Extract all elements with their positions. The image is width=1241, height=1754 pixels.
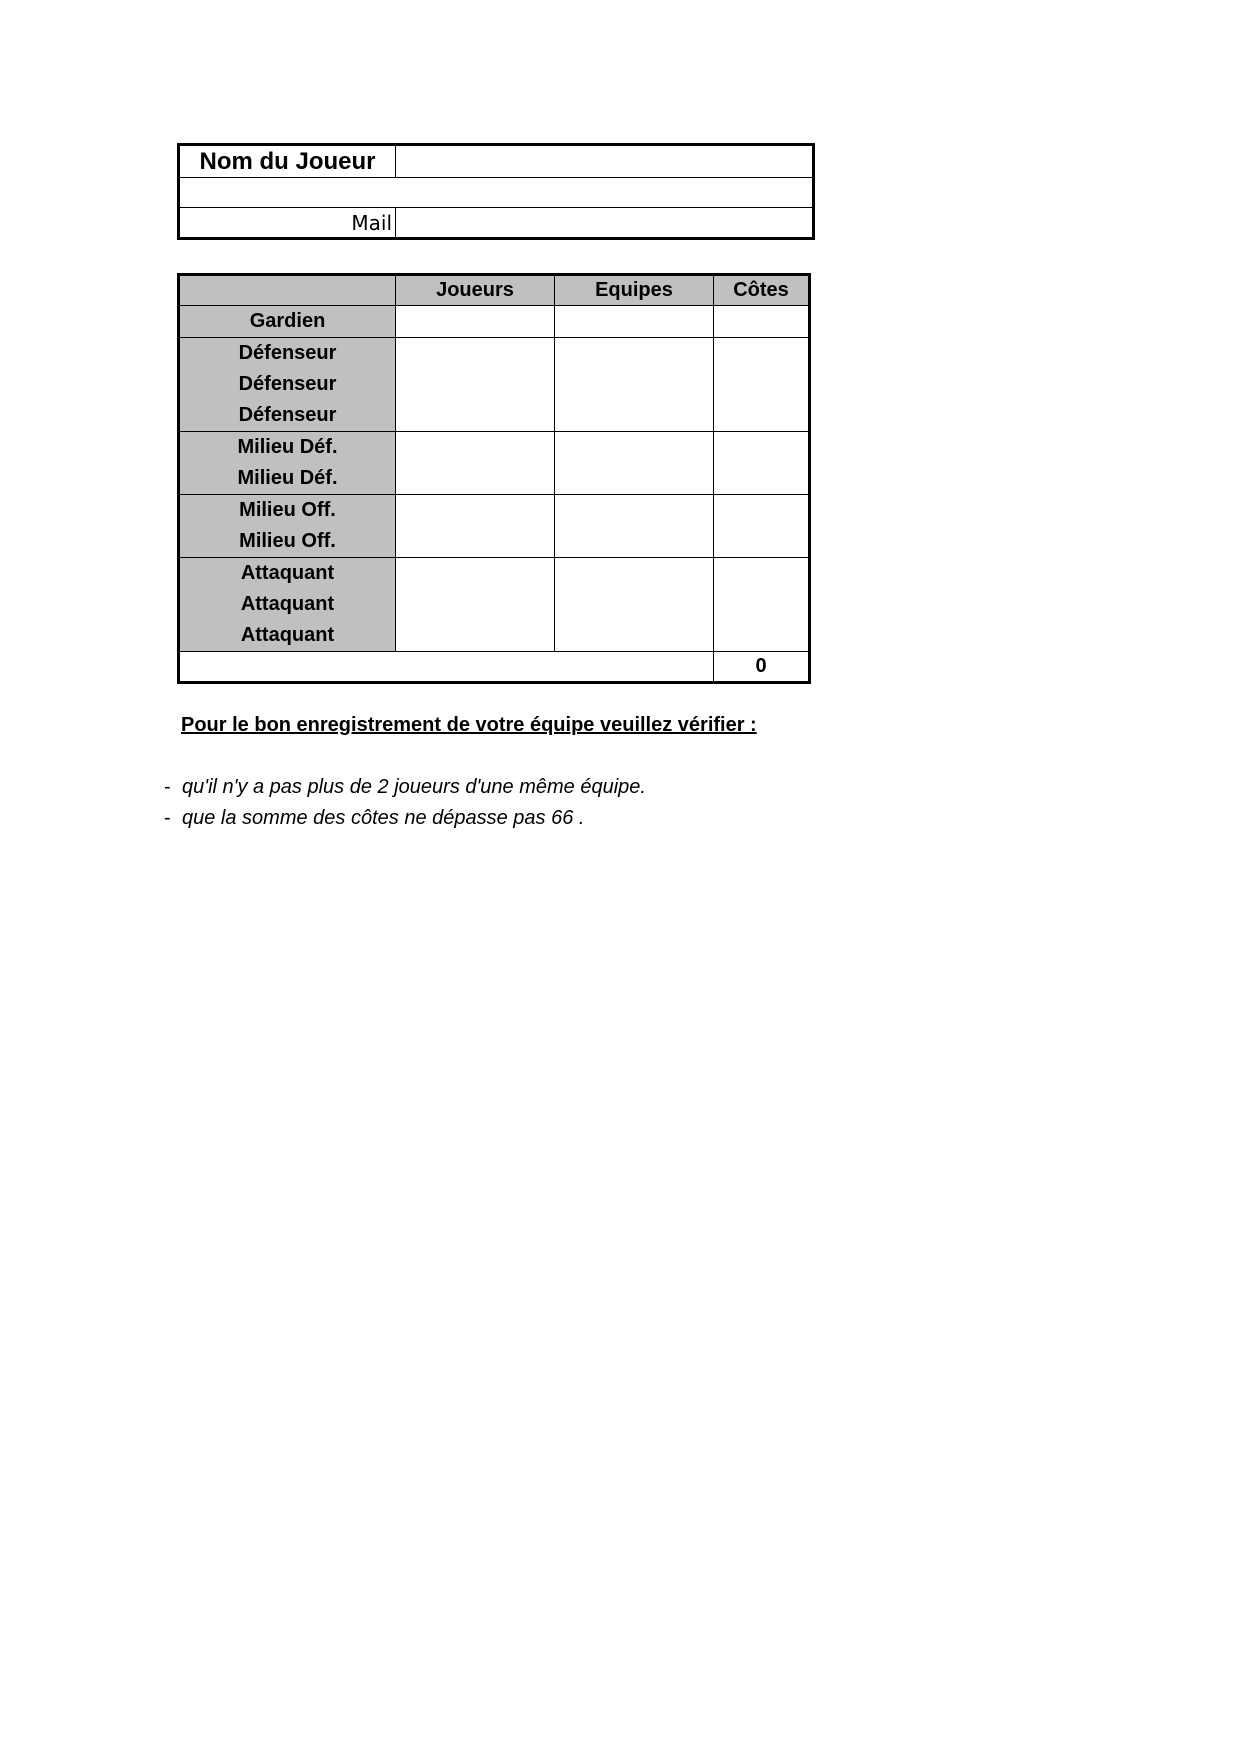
cotes-cell-milieu-off[interactable] bbox=[714, 495, 810, 558]
table-header-row bbox=[179, 275, 810, 306]
cotes-cell-attaquant[interactable] bbox=[714, 558, 810, 652]
cotes-cell-defenseur[interactable] bbox=[714, 338, 810, 432]
equipes-cell-gardien[interactable] bbox=[555, 306, 714, 338]
note-item bbox=[164, 776, 646, 799]
player-info-table bbox=[177, 143, 815, 240]
position-label: Défenseur bbox=[238, 404, 337, 426]
position-label: Attaquant bbox=[240, 562, 335, 584]
table-row bbox=[179, 306, 810, 338]
position-label: Milieu Déf. bbox=[237, 436, 338, 458]
cotes-cell-gardien[interactable] bbox=[714, 306, 810, 338]
bullet-dash: - bbox=[164, 776, 171, 798]
equipes-cell-defenseur[interactable] bbox=[555, 338, 714, 432]
joueurs-cell-defenseur[interactable] bbox=[396, 338, 555, 432]
position-label: Milieu Off. bbox=[239, 499, 336, 521]
note-text: qu'il n'y a pas plus de 2 joueurs d'une même équipe. bbox=[182, 776, 646, 798]
position-label: Attaquant bbox=[240, 593, 335, 615]
equipes-cell-milieu-def[interactable] bbox=[555, 432, 714, 495]
table-row bbox=[179, 495, 810, 558]
position-group-defenseur bbox=[179, 338, 396, 432]
position-label: Attaquant bbox=[240, 624, 335, 646]
position-label: Défenseur bbox=[238, 342, 337, 364]
joueurs-cell-milieu-off[interactable] bbox=[396, 495, 555, 558]
bullet-dash: - bbox=[164, 807, 171, 829]
note-text: que la somme des côtes ne dépasse pas 66 . bbox=[182, 807, 585, 829]
position-label: Milieu Déf. bbox=[237, 467, 338, 489]
header-joueurs: Joueurs bbox=[396, 275, 555, 306]
header-equipes: Equipes bbox=[555, 275, 714, 306]
joueurs-cell-milieu-def[interactable] bbox=[396, 432, 555, 495]
header-cotes: Côtes bbox=[714, 275, 810, 306]
notes-title: Pour le bon enregistrement de votre équipe veuillez vérifier : bbox=[181, 714, 757, 736]
equipes-cell-milieu-off[interactable] bbox=[555, 495, 714, 558]
table-row bbox=[179, 338, 810, 432]
joueurs-cell-gardien[interactable] bbox=[396, 306, 555, 338]
equipes-cell-attaquant[interactable] bbox=[555, 558, 714, 652]
note-item bbox=[164, 807, 584, 830]
player-name-label: Nom du Joueur bbox=[179, 145, 396, 178]
position-group-attaquant bbox=[179, 558, 396, 652]
header-position bbox=[179, 275, 396, 306]
player-name-field[interactable] bbox=[396, 145, 814, 178]
total-blank-cell bbox=[179, 652, 714, 683]
joueurs-cell-attaquant[interactable] bbox=[396, 558, 555, 652]
position-label: Gardien bbox=[249, 310, 326, 332]
position-label: Milieu Off. bbox=[239, 530, 336, 552]
mail-label: Mail bbox=[179, 208, 396, 239]
team-table bbox=[177, 273, 811, 684]
position-group-milieu-def bbox=[179, 432, 396, 495]
total-cotes-value: 0 bbox=[714, 652, 810, 683]
position-group-milieu-off bbox=[179, 495, 396, 558]
table-row bbox=[179, 432, 810, 495]
total-row bbox=[179, 652, 810, 683]
mail-field[interactable] bbox=[396, 208, 814, 239]
blank-row bbox=[179, 178, 814, 208]
position-group-gardien bbox=[179, 306, 396, 338]
position-label: Défenseur bbox=[238, 373, 337, 395]
table-row bbox=[179, 558, 810, 652]
cotes-cell-milieu-def[interactable] bbox=[714, 432, 810, 495]
